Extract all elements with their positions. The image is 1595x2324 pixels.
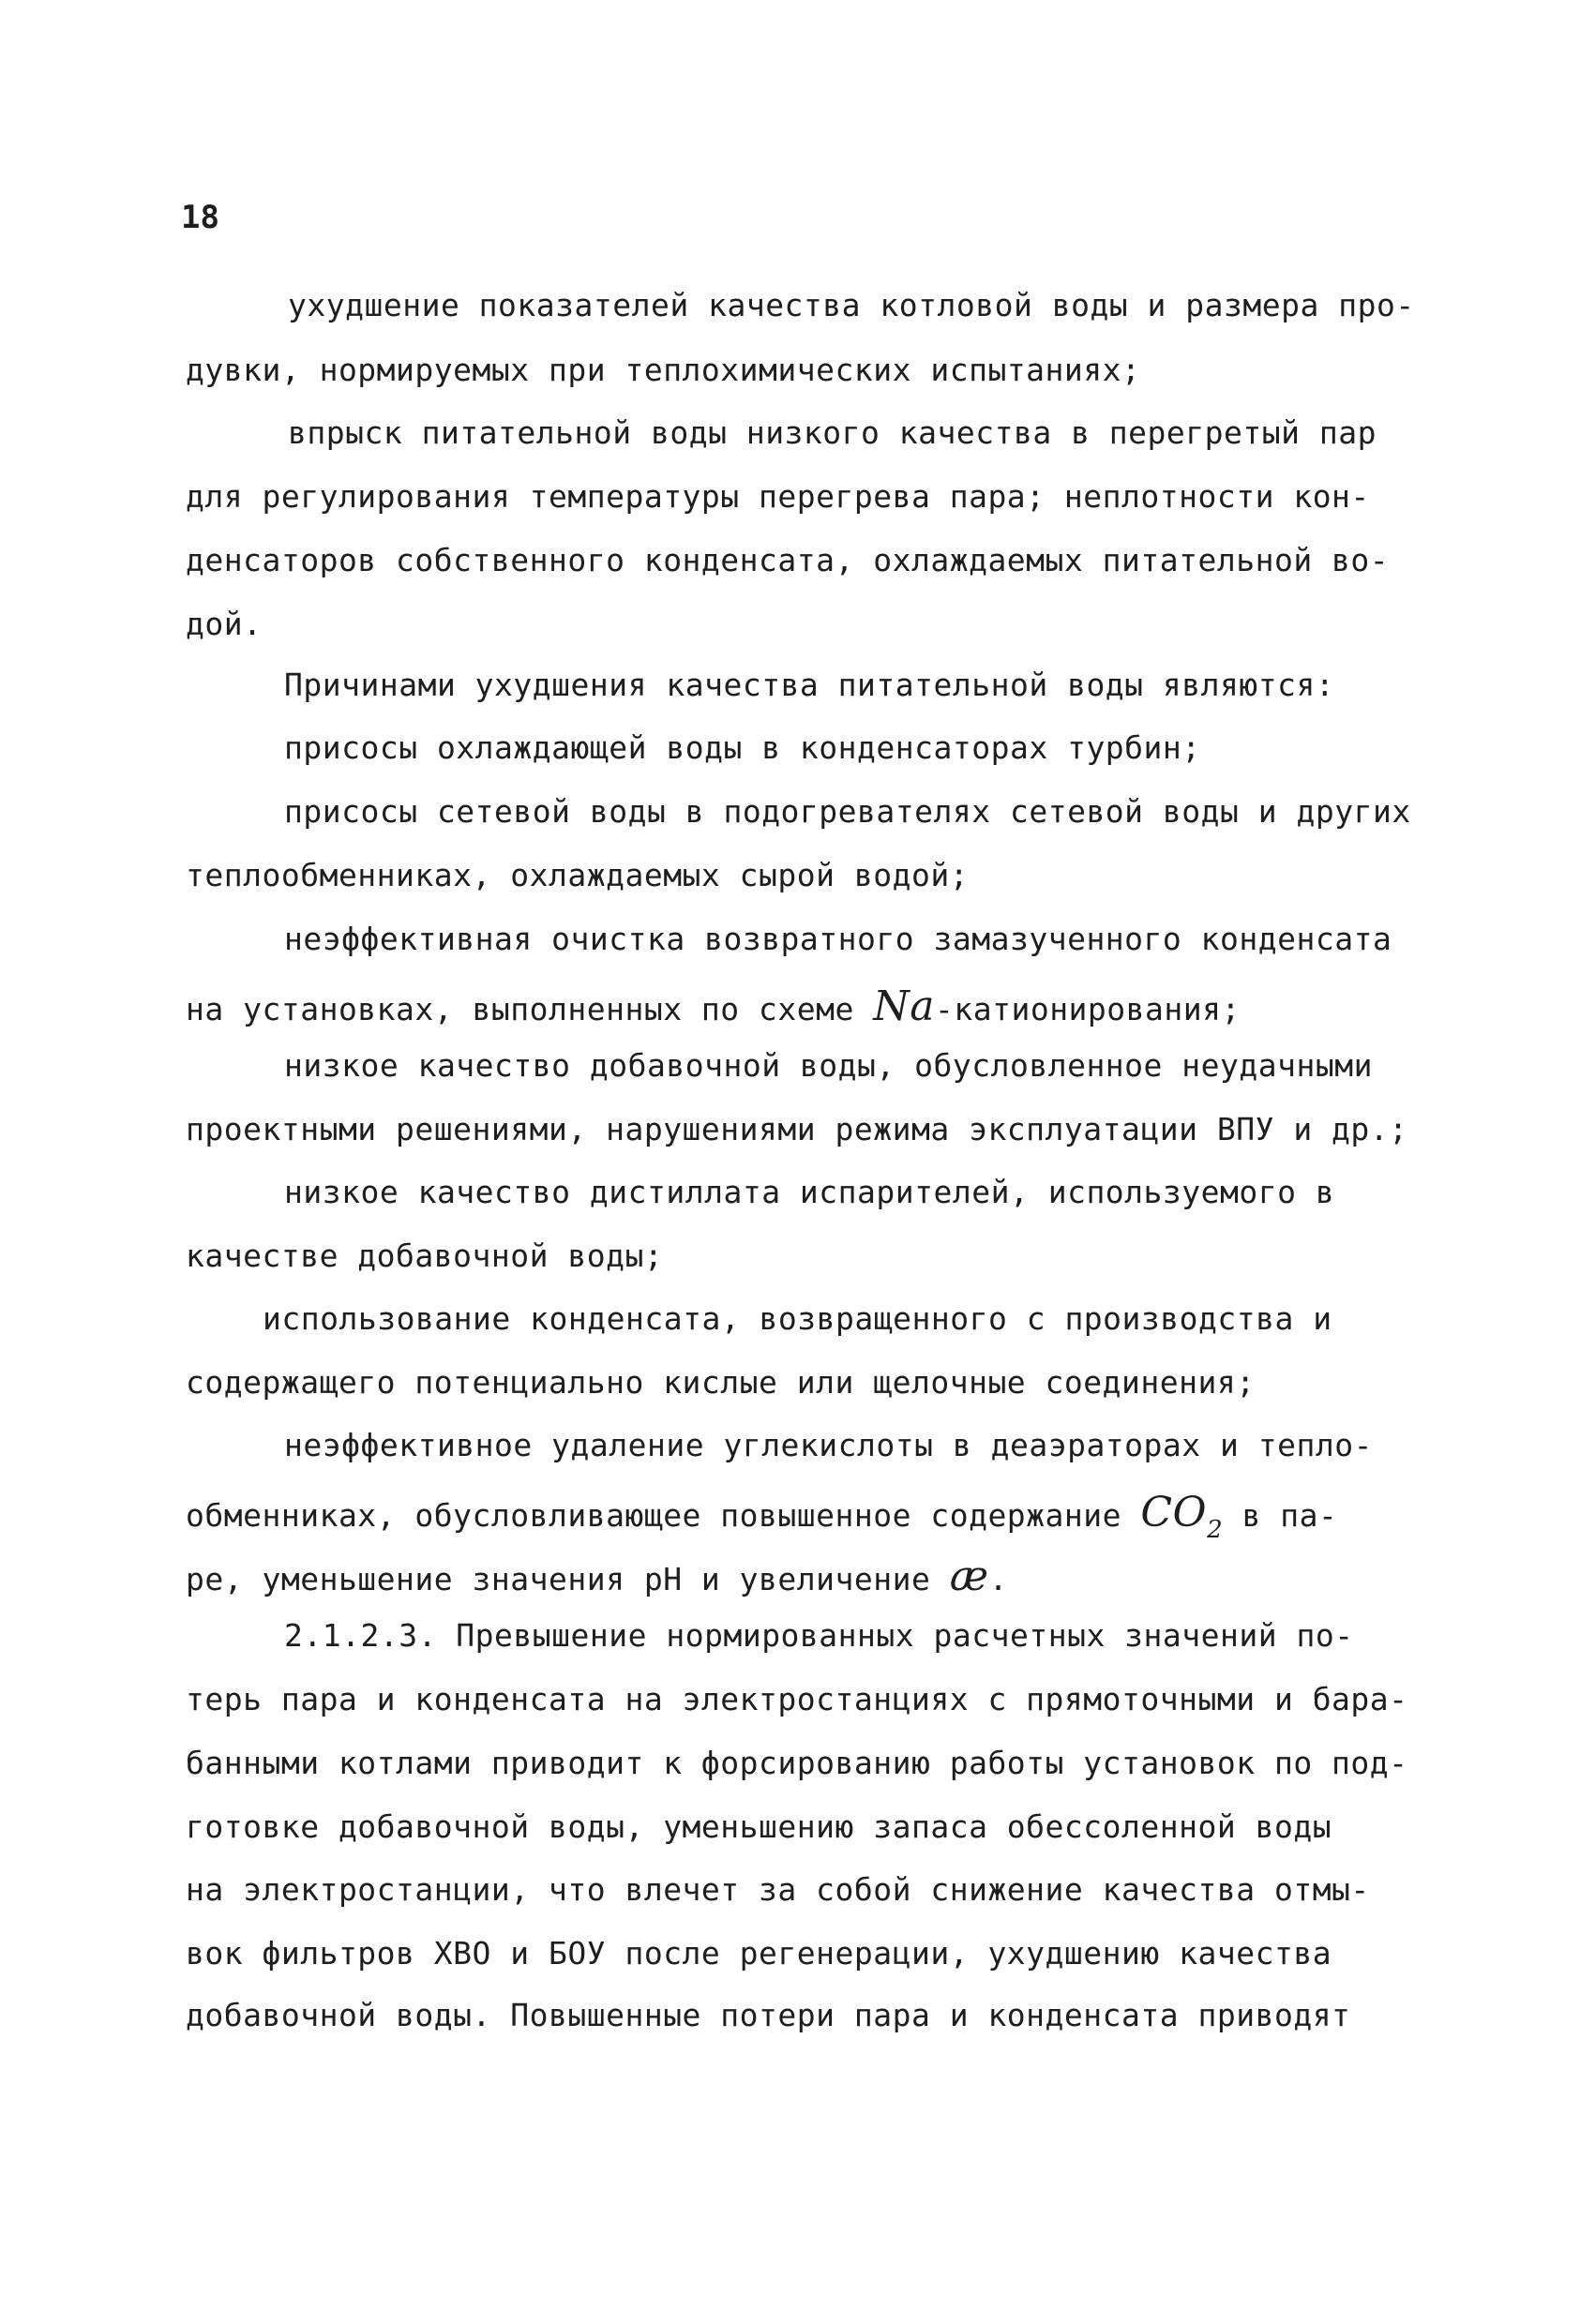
text-line: присосы охлаждающей воды в конденсаторах турбин; [284, 729, 1201, 766]
text-line: дой. [186, 606, 263, 642]
text-run: ре, уменьшение значения рН и увеличение [186, 1561, 950, 1597]
text-line: денсаторов собственного конденсата, охлаждаемых питательной во- [186, 542, 1390, 578]
text-line: банными котлами приводит к форсированию работы установок по под- [186, 1745, 1408, 1781]
text-line: теплообменниках, охлаждаемых сырой водой; [186, 857, 970, 893]
text-line: на электростанции, что влечет за собой снижение качества отмы- [186, 1871, 1370, 1908]
text-line: 2.1.2.3. Превышение нормированных расчетных значений по- [284, 1617, 1354, 1654]
text-line [186, 1489, 1337, 1544]
text-run: на установках, выполненных по схеме [186, 991, 874, 1027]
text-line: вок фильтров ХВО и БОУ после регенерации, ухудшению качества [186, 1935, 1332, 1972]
text-line: ухудшение показателей качества котловой воды и размера про- [288, 287, 1415, 323]
text-line [186, 982, 1241, 1030]
formula-na: Na [873, 982, 935, 1030]
text-line [186, 1552, 1008, 1600]
formula-co2: $CO_2$ [1140, 1489, 1224, 1544]
text-line: готовке добавочной воды, уменьшению запаса обессоленной воды [186, 1808, 1332, 1845]
text-run: . [988, 1561, 1008, 1597]
text-line: впрыск питательной воды низкого качества в перегретый пар [288, 414, 1377, 451]
text-line: терь пара и конденсата на электростанциях с прямоточными и бара- [186, 1681, 1408, 1717]
text-line: Причинами ухудшения качества питательной воды являются: [284, 667, 1335, 703]
text-line: качестве добавочной воды; [186, 1237, 664, 1274]
text-line: использование конденсата, возвращенного с производства и [263, 1300, 1332, 1337]
text-line: дувки, нормируемых при теплохимических испытаниях; [186, 352, 1141, 388]
text-line: присосы сетевой воды в подогревателях сетевой воды и других [284, 793, 1411, 830]
text-line: добавочной воды. Повышенные потери пара и конденсата приводят [186, 1997, 1351, 2033]
text-line: низкое качество добавочной воды, обусловленное неудачными [284, 1047, 1373, 1084]
text-run: в па- [1223, 1497, 1338, 1534]
text-line: содержащего потенциально кислые или щелочные соединения; [186, 1364, 1256, 1401]
text-run: обменниках, обусловливающее повышенное содержание [186, 1497, 1141, 1534]
text-run: -катионирования; [934, 991, 1241, 1027]
formula-kappa: æ [949, 1552, 989, 1600]
text-line: для регулирования температуры перегрева пара; неплотности кон- [186, 478, 1370, 515]
text-line: неэффективная очистка возвратного замазученного конденсата [284, 921, 1392, 957]
text-line: проектными решениями, нарушениями режима эксплуатации ВПУ и др.; [186, 1111, 1408, 1147]
text-line: неэффективное удаление углекислоты в деаэраторах и тепло- [284, 1427, 1373, 1463]
text-line: низкое качество дистиллата испарителей, используемого в [284, 1174, 1335, 1210]
page-number: 18 [181, 199, 219, 236]
